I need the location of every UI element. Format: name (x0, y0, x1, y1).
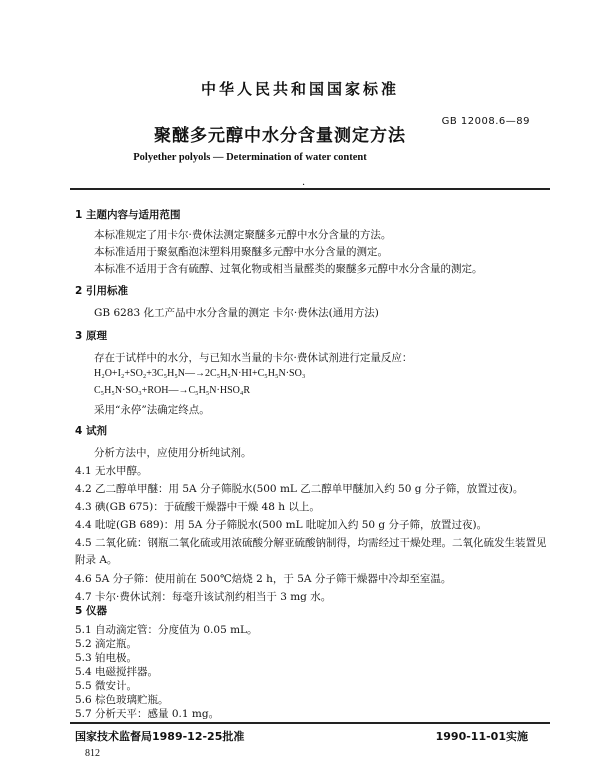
approval-note: 国家技术监督局1989-12-25批准 (75, 730, 245, 743)
divider-mark: · (302, 180, 306, 191)
implementation-date: 1990-11-01实施 (435, 730, 528, 743)
section-heading-1: 1 主题内容与适用范围 (75, 209, 181, 221)
instrument-item: 5.7 分析天平：感量 0.1 mg。 (75, 708, 220, 720)
title-divider (70, 188, 550, 190)
reagent-item: 4.3 碘(GB 675)：于硫酸干燥器中干燥 48 h 以上。 (75, 501, 320, 513)
reagent-item: 4.5 二氧化硫：钢瓶二氧化硫或用浓硫酸分解亚硫酸钠制得，均需经过干燥处理。二氧化硫发生装置见 (75, 537, 547, 549)
reagent-item: 4.7 卡尔·费休试剂：每毫升该试剂约相当于 3 mg 水。 (75, 591, 332, 603)
section-1-para: 本标准规定了用卡尔·费休法测定聚醚多元醇中水分含量的方法。 (94, 229, 392, 241)
reagent-item: 4.1 无水甲醇。 (75, 465, 148, 477)
instrument-item: 5.3 铂电极。 (75, 652, 138, 664)
section-3-para: 存在于试样中的水分，与已知水当量的卡尔·费休试剂进行定量反应： (94, 352, 413, 364)
section-4-intro: 分析方法中，应使用分析纯试剂。 (94, 447, 252, 459)
reaction-equation-2: C₅H₅N·SO₃+ROH—→C₅H₅N·HSO₄R (94, 385, 251, 396)
section-3-para: 采用“永停”法确定终点。 (94, 404, 210, 416)
footer-divider (70, 722, 550, 724)
section-heading-5: 5 仪器 (75, 605, 107, 617)
instrument-item: 5.5 微安计。 (75, 680, 138, 692)
page-number: 812 (85, 748, 100, 759)
section-heading-3: 3 原理 (75, 330, 107, 342)
section-1-para: 本标准不适用于含有硫醇、过氧化物或相当量醛类的聚醚多元醇中水分含量的测定。 (94, 263, 483, 275)
national-standard-header: 中华人民共和国国家标准 (200, 80, 399, 98)
standard-code: GB 12008.6—89 (441, 116, 530, 127)
instrument-item: 5.4 电磁搅拌器。 (75, 666, 159, 678)
instrument-item: 5.1 自动滴定管：分度值为 0.05 mL。 (75, 624, 258, 636)
section-1-para: 本标准适用于聚氨酯泡沫塑料用聚醚多元醇中水分含量的测定。 (94, 246, 388, 258)
reagent-item: 4.4 吡啶(GB 689)：用 5A 分子筛脱水(500 mL 吡啶加入约 50 g 分子筛，放置过夜)。 (75, 519, 488, 531)
section-heading-4: 4 试剂 (75, 425, 107, 437)
instrument-item: 5.2 滴定瓶。 (75, 638, 138, 650)
reagent-item: 4.6 5A 分子筛：使用前在 500℃焙烧 2 h，于 5A 分子筛干燥器中冷却至室温。 (75, 573, 452, 585)
reagent-item: 4.2 乙二醇单甲醚：用 5A 分子筛脱水(500 mL 乙二醇单甲醚加入约 50 g 分子筛，放置过夜)。 (75, 483, 524, 495)
section-heading-2: 2 引用标准 (75, 285, 128, 297)
english-subtitle: Polyether polyols — Determination of water content (133, 152, 367, 163)
instrument-item: 5.6 棕色玻璃贮瓶。 (75, 694, 169, 706)
section-2-para: GB 6283 化工产品中水分含量的测定 卡尔·费休法(通用方法) (94, 307, 379, 319)
reaction-equation-1: H₂O+I₂+SO₂+3C₅H₅N—→2C₅H₅N·HI+C₅H₅N·SO₃ (94, 368, 306, 379)
document-title: 聚醚多元醇中水分含量测定方法 (154, 126, 406, 146)
reagent-item-continuation: 附录 A。 (75, 554, 118, 566)
